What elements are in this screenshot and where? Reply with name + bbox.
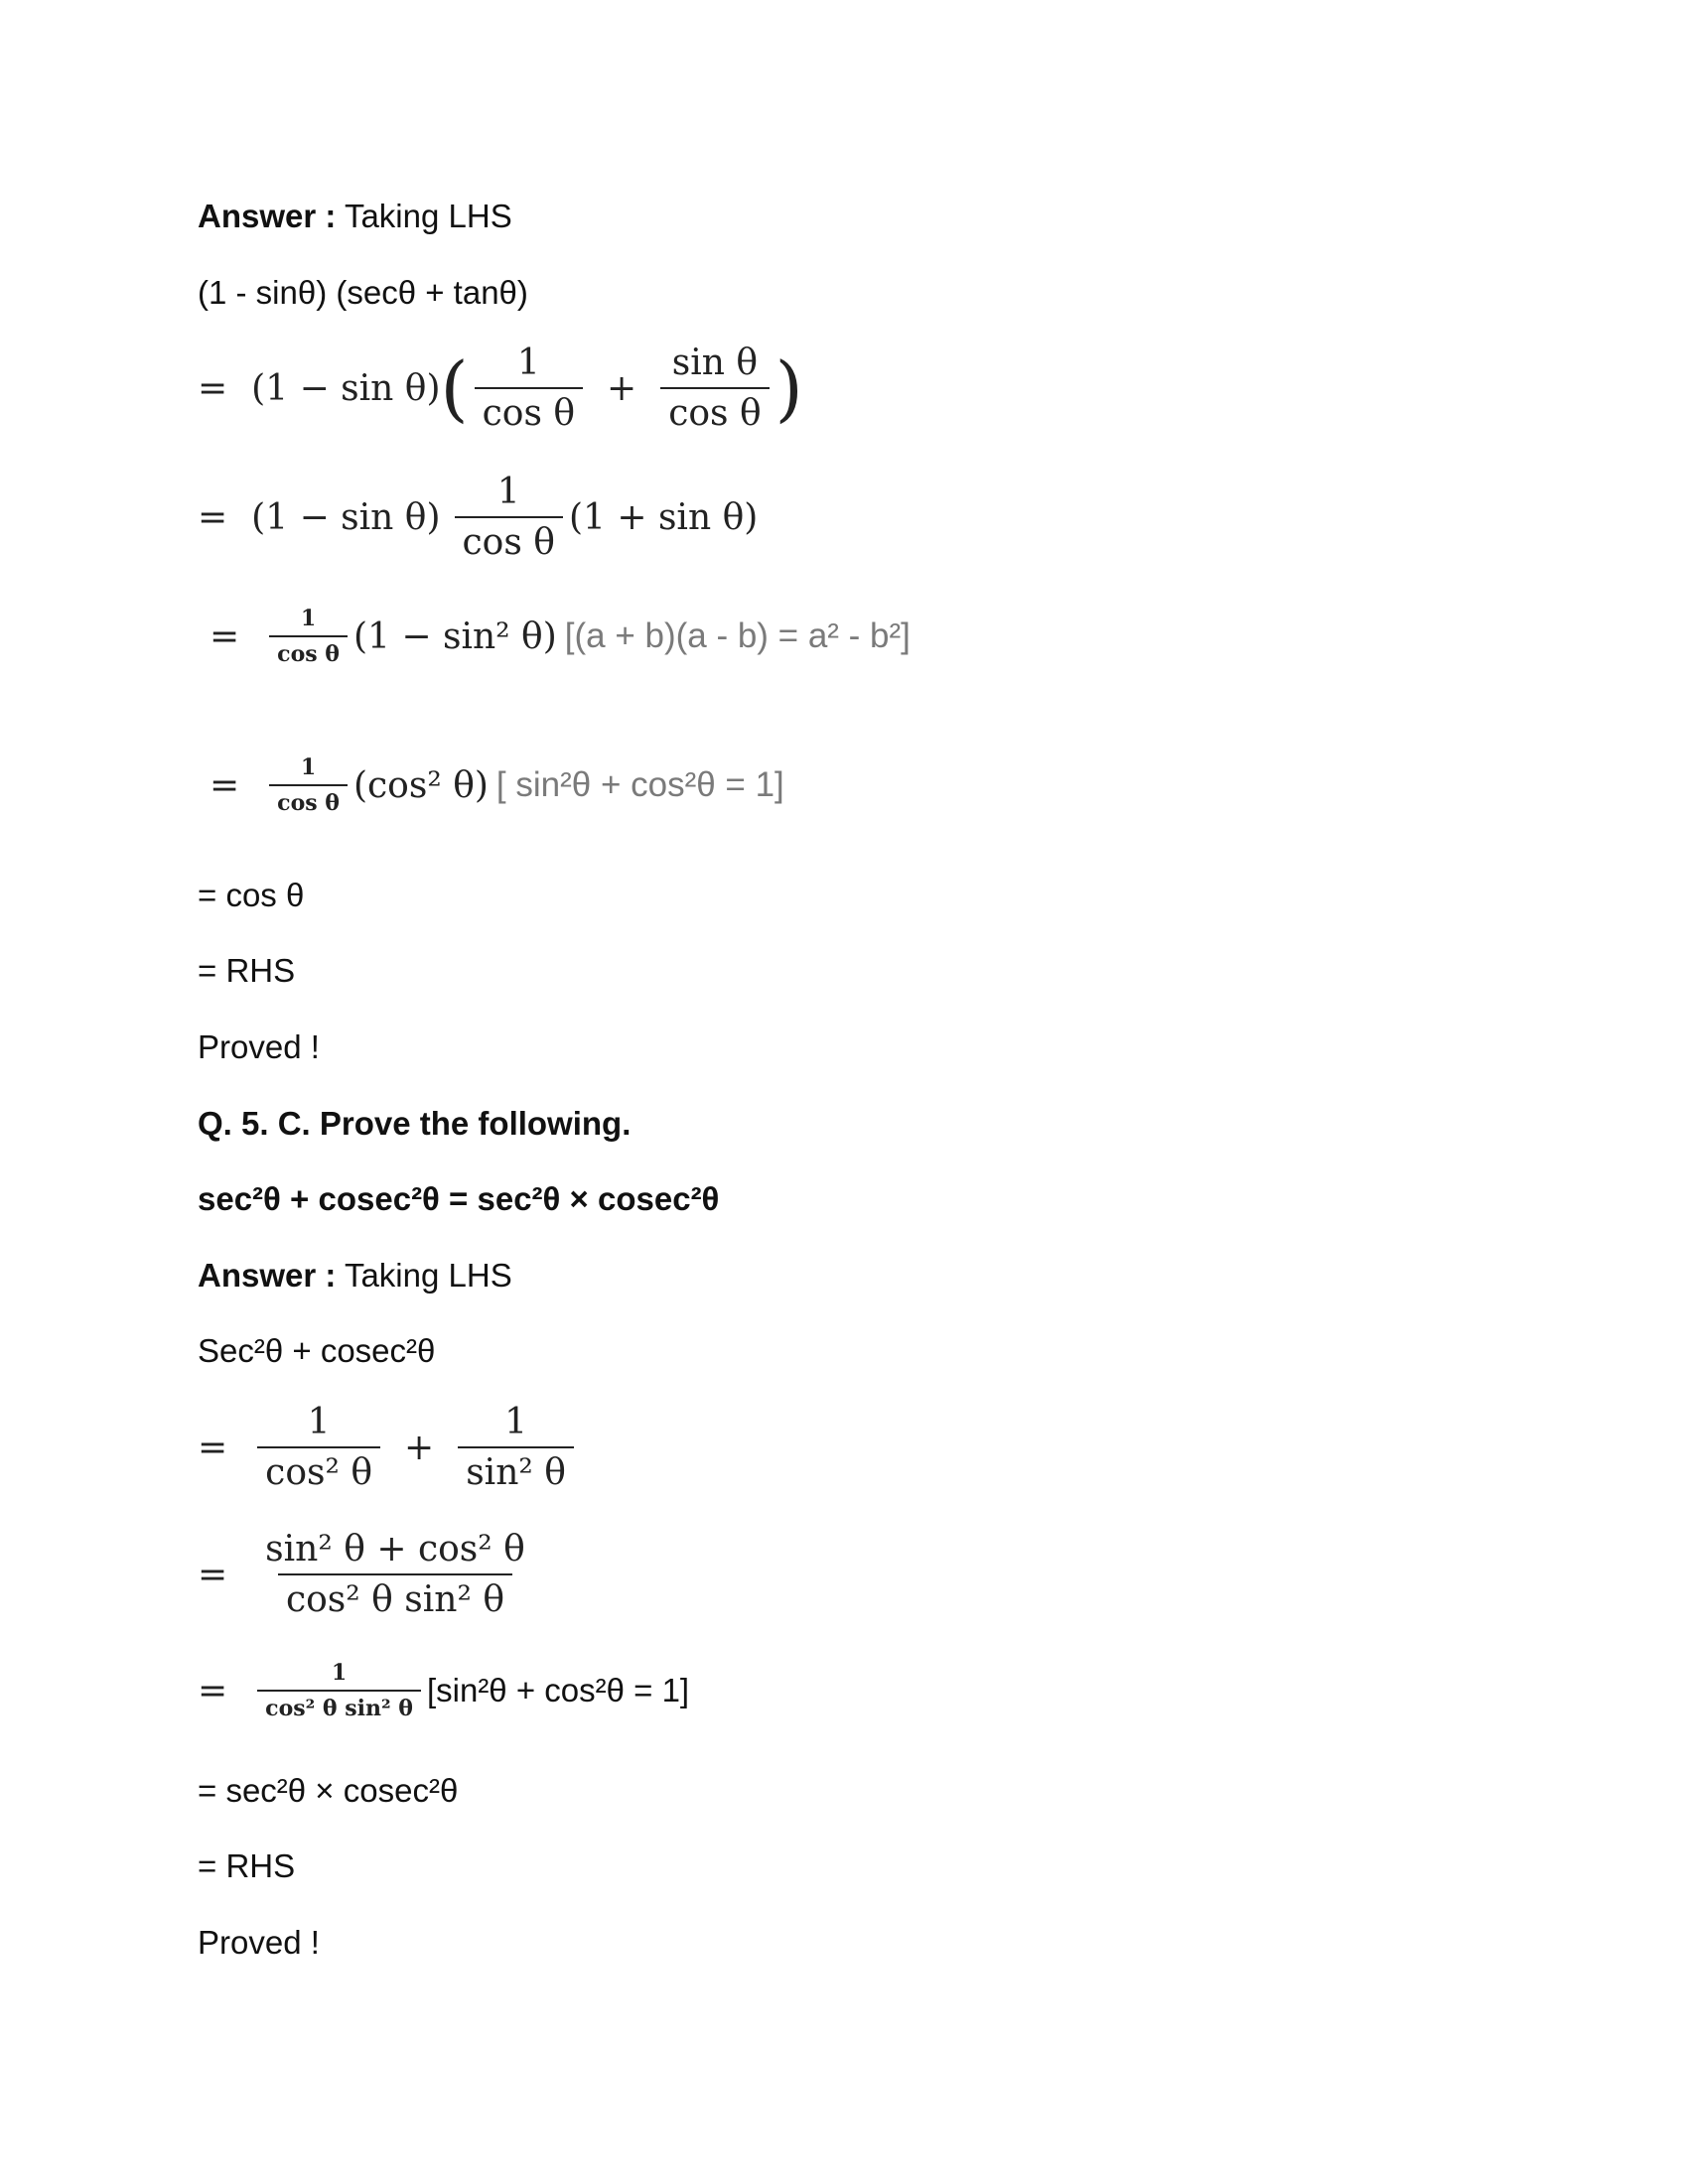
denominator: cos θ: [269, 784, 348, 816]
fraction: [269, 606, 348, 667]
equals-sign: =: [198, 1670, 228, 1711]
fraction: [475, 342, 583, 434]
numerator: 1: [331, 1660, 348, 1686]
math-step-6: [198, 1529, 539, 1620]
rhs-line: = RHS: [198, 952, 296, 989]
numerator: 1: [307, 1402, 331, 1442]
right-paren: ): [774, 346, 803, 430]
proved-line: Proved !: [198, 1924, 320, 1961]
denominator: cos θ: [660, 387, 769, 434]
math-step-5: [198, 1402, 580, 1493]
question-statement: sec²θ + cosec²θ = sec²θ × cosec²θ: [198, 1180, 720, 1217]
result-line: = sec²θ × cosec²θ: [198, 1772, 459, 1809]
math-step-7: [198, 1660, 689, 1721]
fraction: [257, 1402, 380, 1493]
lhs-expression: Sec²θ + cosec²θ: [198, 1332, 436, 1369]
denominator: cos θ: [475, 387, 583, 434]
factor-text: (1 − sin θ): [251, 496, 441, 538]
lhs-expression: (1 - sinθ) (secθ + tanθ): [198, 274, 528, 311]
fraction: [257, 1660, 421, 1721]
numerator: 1: [504, 1402, 528, 1442]
equals-sign: =: [198, 1554, 228, 1595]
math-step-4: [210, 754, 784, 816]
factor-text: (cos² θ): [352, 764, 489, 806]
answer-label: Answer :: [198, 1257, 337, 1294]
denominator: sin² θ: [458, 1446, 574, 1493]
left-paren: (: [440, 346, 469, 430]
result-line: = cos θ: [198, 877, 305, 913]
equals-sign: =: [198, 496, 228, 538]
proved-line: Proved !: [198, 1028, 320, 1065]
fraction: [269, 754, 348, 816]
rhs-line: = RHS: [198, 1847, 296, 1884]
plus-sign: +: [404, 1427, 435, 1468]
answer-label: Answer :: [198, 198, 337, 234]
numerator: 1: [300, 606, 317, 631]
identity-note: [(a + b)(a - b) = a² - b²]: [564, 616, 911, 655]
fraction: [458, 1402, 574, 1493]
math-step-1: [198, 342, 803, 434]
numerator: 1: [516, 342, 540, 383]
factor-text: (1 − sin² θ): [352, 615, 557, 657]
denominator: cos θ: [269, 635, 348, 667]
denominator: cos² θ sin² θ: [257, 1690, 421, 1721]
equals-sign: =: [198, 1427, 228, 1468]
numerator: sin² θ + cos² θ: [265, 1529, 525, 1570]
math-step-2: [198, 472, 758, 563]
numerator: 1: [496, 472, 520, 512]
factor-text: (1 − sin θ): [251, 367, 441, 409]
numerator: 1: [300, 754, 317, 780]
math-step-3: [210, 606, 911, 667]
identity-note: [ sin²θ + cos²θ = 1]: [495, 765, 784, 804]
answer-text: Taking LHS: [336, 1257, 512, 1294]
factor-text: (1 + sin θ): [568, 496, 759, 538]
fraction: [455, 472, 563, 563]
plus-sign: +: [607, 367, 637, 409]
denominator: cos² θ sin² θ: [278, 1573, 512, 1620]
answer-line-2: [198, 1256, 512, 1296]
answer-line-1: [198, 197, 512, 236]
denominator: cos² θ: [257, 1446, 380, 1493]
fraction: [257, 1529, 533, 1620]
fraction: [660, 342, 769, 434]
equals-sign: =: [198, 367, 228, 409]
identity-note: [sin²θ + cos²θ = 1]: [426, 1672, 690, 1708]
equals-sign: =: [210, 615, 240, 657]
denominator: cos θ: [455, 516, 563, 563]
answer-text: Taking LHS: [336, 198, 512, 234]
question-title: Q. 5. C. Prove the following.: [198, 1105, 632, 1142]
equals-sign: =: [210, 764, 240, 806]
numerator: sin θ: [671, 342, 759, 383]
